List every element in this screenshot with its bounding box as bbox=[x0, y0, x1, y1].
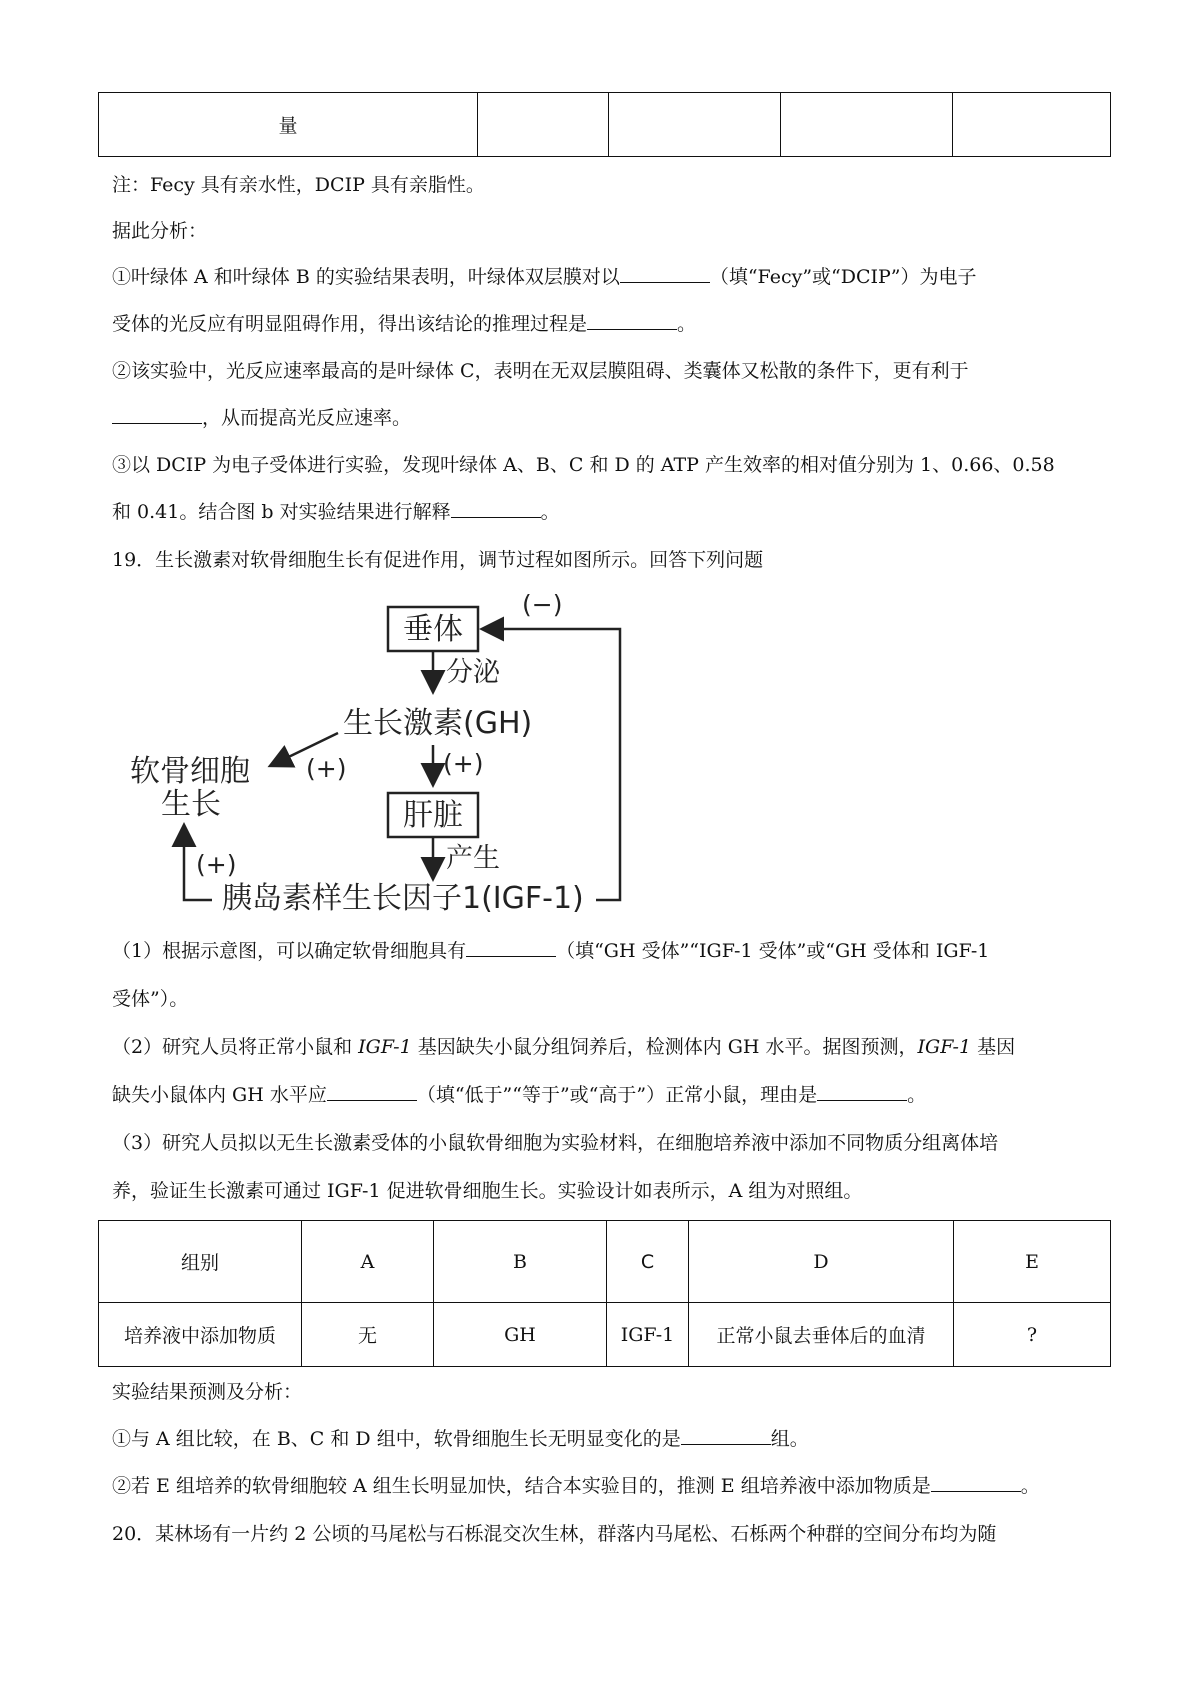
text: （1）根据示意图，可以确定软骨细胞具有 bbox=[112, 940, 467, 962]
analysis-intro: 据此分析： bbox=[112, 220, 208, 242]
text: 缺失小鼠体内 GH 水平应 bbox=[112, 1084, 327, 1106]
q19-2-line1 bbox=[112, 1034, 1110, 1060]
answer-blank[interactable] bbox=[327, 1082, 417, 1101]
table-header-c: C bbox=[607, 1221, 689, 1303]
table-header-e: E bbox=[954, 1221, 1111, 1303]
text: （填“GH 受体”“IGF-1 受体”或“GH 受体和 IGF-1 bbox=[556, 940, 990, 962]
q18-3-line1: ③以 DCIP 为电子受体进行实验，发现叶绿体 A、B、C 和 D 的 ATP 产生效率的相对值分别为 1、0.66、0.58 bbox=[112, 454, 1055, 476]
q20-stem: 20．某林场有一片约 2 公顷的马尾松与石栎混交次生林，群落内马尾松、石栎两个种群的空间分布均为随 bbox=[112, 1523, 997, 1545]
gh-label: 生长激素(GH) bbox=[343, 706, 533, 741]
top-table-cell bbox=[609, 93, 781, 157]
negative-feedback-arrow bbox=[484, 629, 620, 900]
q18-2-line2 bbox=[112, 405, 1110, 431]
text: 。 bbox=[540, 501, 560, 523]
negative-feedback-sign: (−) bbox=[522, 590, 563, 619]
top-table-cell bbox=[478, 93, 609, 157]
top-table-cell bbox=[953, 93, 1111, 157]
text: 受体的光反应有明显阻碍作用，得出该结论的推理过程是 bbox=[112, 313, 588, 335]
text: ①与 A 组比较，在 B、C 和 D 组中，软骨细胞生长无明显变化的是 bbox=[112, 1428, 681, 1450]
text: 。 bbox=[1020, 1475, 1040, 1497]
gene-name: IGF-1 bbox=[917, 1036, 972, 1058]
text: 和 0.41。结合图 b 对实验结果进行解释 bbox=[112, 501, 451, 523]
q18-1-line2 bbox=[112, 311, 1110, 337]
table-row-label: 培养液中添加物质 bbox=[99, 1303, 302, 1367]
text: （填“低于”“等于”或“高于”）正常小鼠，理由是 bbox=[416, 1084, 818, 1106]
table-cell-d: 正常小鼠去垂体后的血清 bbox=[689, 1303, 954, 1367]
answer-blank[interactable] bbox=[817, 1082, 907, 1101]
q19-3-line2: 养，验证生长激素可通过 IGF-1 促进软骨细胞生长。实验设计如表所示，A 组为对照组。 bbox=[112, 1180, 863, 1202]
q19-1-line2: 受体”）。 bbox=[112, 988, 189, 1010]
answer-blank[interactable] bbox=[587, 311, 677, 330]
q19-1-line1 bbox=[112, 938, 1110, 964]
answer-blank[interactable] bbox=[466, 938, 556, 957]
text: ，从而提高光反应速率。 bbox=[202, 407, 412, 429]
top-table bbox=[98, 92, 1111, 157]
pituitary-label: 垂体 bbox=[403, 612, 463, 647]
q18-2-line1: ②该实验中，光反应速率最高的是叶绿体 C，表明在无双层膜阻碍、类囊体又松散的条件下，更有利于 bbox=[112, 360, 969, 382]
table-header-a: A bbox=[302, 1221, 434, 1303]
table-header-b: B bbox=[434, 1221, 607, 1303]
answer-blank[interactable] bbox=[931, 1473, 1021, 1492]
note: 注：Fecy 具有亲水性，DCIP 具有亲脂性。 bbox=[112, 174, 485, 196]
text: ①叶绿体 A 和叶绿体 B 的实验结果表明，叶绿体双层膜对以 bbox=[112, 266, 620, 288]
answer-blank[interactable] bbox=[620, 264, 710, 283]
regulation-diagram bbox=[0, 585, 1200, 925]
text: 基因缺失小鼠分组饲养后，检测体内 GH 水平。据图预测， bbox=[411, 1036, 918, 1058]
table-cell-b: GH bbox=[434, 1303, 607, 1367]
igf-label: 胰岛素样生长因子1(IGF-1) bbox=[222, 881, 584, 916]
result-intro: 实验结果预测及分析： bbox=[112, 1381, 303, 1403]
produce-label: 产生 bbox=[446, 843, 500, 874]
answer-blank[interactable] bbox=[451, 499, 541, 518]
igf-cartilage-sign: (+) bbox=[196, 850, 237, 879]
table-cell-e: ? bbox=[954, 1303, 1111, 1367]
top-table-label: 量 bbox=[99, 93, 478, 157]
answer-blank[interactable] bbox=[681, 1426, 771, 1445]
experiment-table bbox=[98, 1220, 1111, 1367]
q19-result-1 bbox=[112, 1426, 1110, 1452]
q19-3-line1: （3）研究人员拟以无生长激素受体的小鼠软骨细胞为实验材料，在细胞培养液中添加不同物质分组离体培 bbox=[112, 1132, 999, 1154]
text: ②若 E 组培养的软骨细胞较 A 组生长明显加快，结合本实验目的，推测 E 组培养液中添加物质是 bbox=[112, 1475, 931, 1497]
q19-result-2 bbox=[112, 1473, 1110, 1499]
table-header-group: 组别 bbox=[99, 1221, 302, 1303]
text: 。 bbox=[907, 1084, 927, 1106]
text: （2）研究人员将正常小鼠和 bbox=[112, 1036, 359, 1058]
cartilage-label-1: 软骨细胞 bbox=[130, 754, 250, 789]
q18-1-line1 bbox=[112, 264, 1110, 290]
q19-stem: 19．生长激素对软骨细胞生长有促进作用，调节过程如图所示。回答下列问题 bbox=[112, 549, 764, 571]
gene-name: IGF-1 bbox=[358, 1036, 412, 1058]
gh-liver-sign: (+) bbox=[443, 749, 484, 778]
text: 基因 bbox=[971, 1036, 1016, 1058]
liver-label: 肝脏 bbox=[403, 798, 463, 833]
cartilage-label-2: 生长 bbox=[161, 787, 221, 822]
table-header-d: D bbox=[689, 1221, 954, 1303]
q19-2-line2 bbox=[112, 1082, 1110, 1108]
table-cell-c: IGF-1 bbox=[607, 1303, 689, 1367]
secrete-label: 分泌 bbox=[446, 657, 500, 688]
answer-blank[interactable] bbox=[112, 405, 202, 424]
top-table-cell bbox=[781, 93, 953, 157]
text: 。 bbox=[677, 313, 697, 335]
text: （填“Fecy”或“DCIP”）为电子 bbox=[709, 266, 977, 288]
q18-3-line2 bbox=[112, 499, 1110, 525]
text: 组。 bbox=[770, 1428, 809, 1450]
table-cell-a: 无 bbox=[302, 1303, 434, 1367]
gh-cartilage-sign: (+) bbox=[306, 754, 347, 783]
